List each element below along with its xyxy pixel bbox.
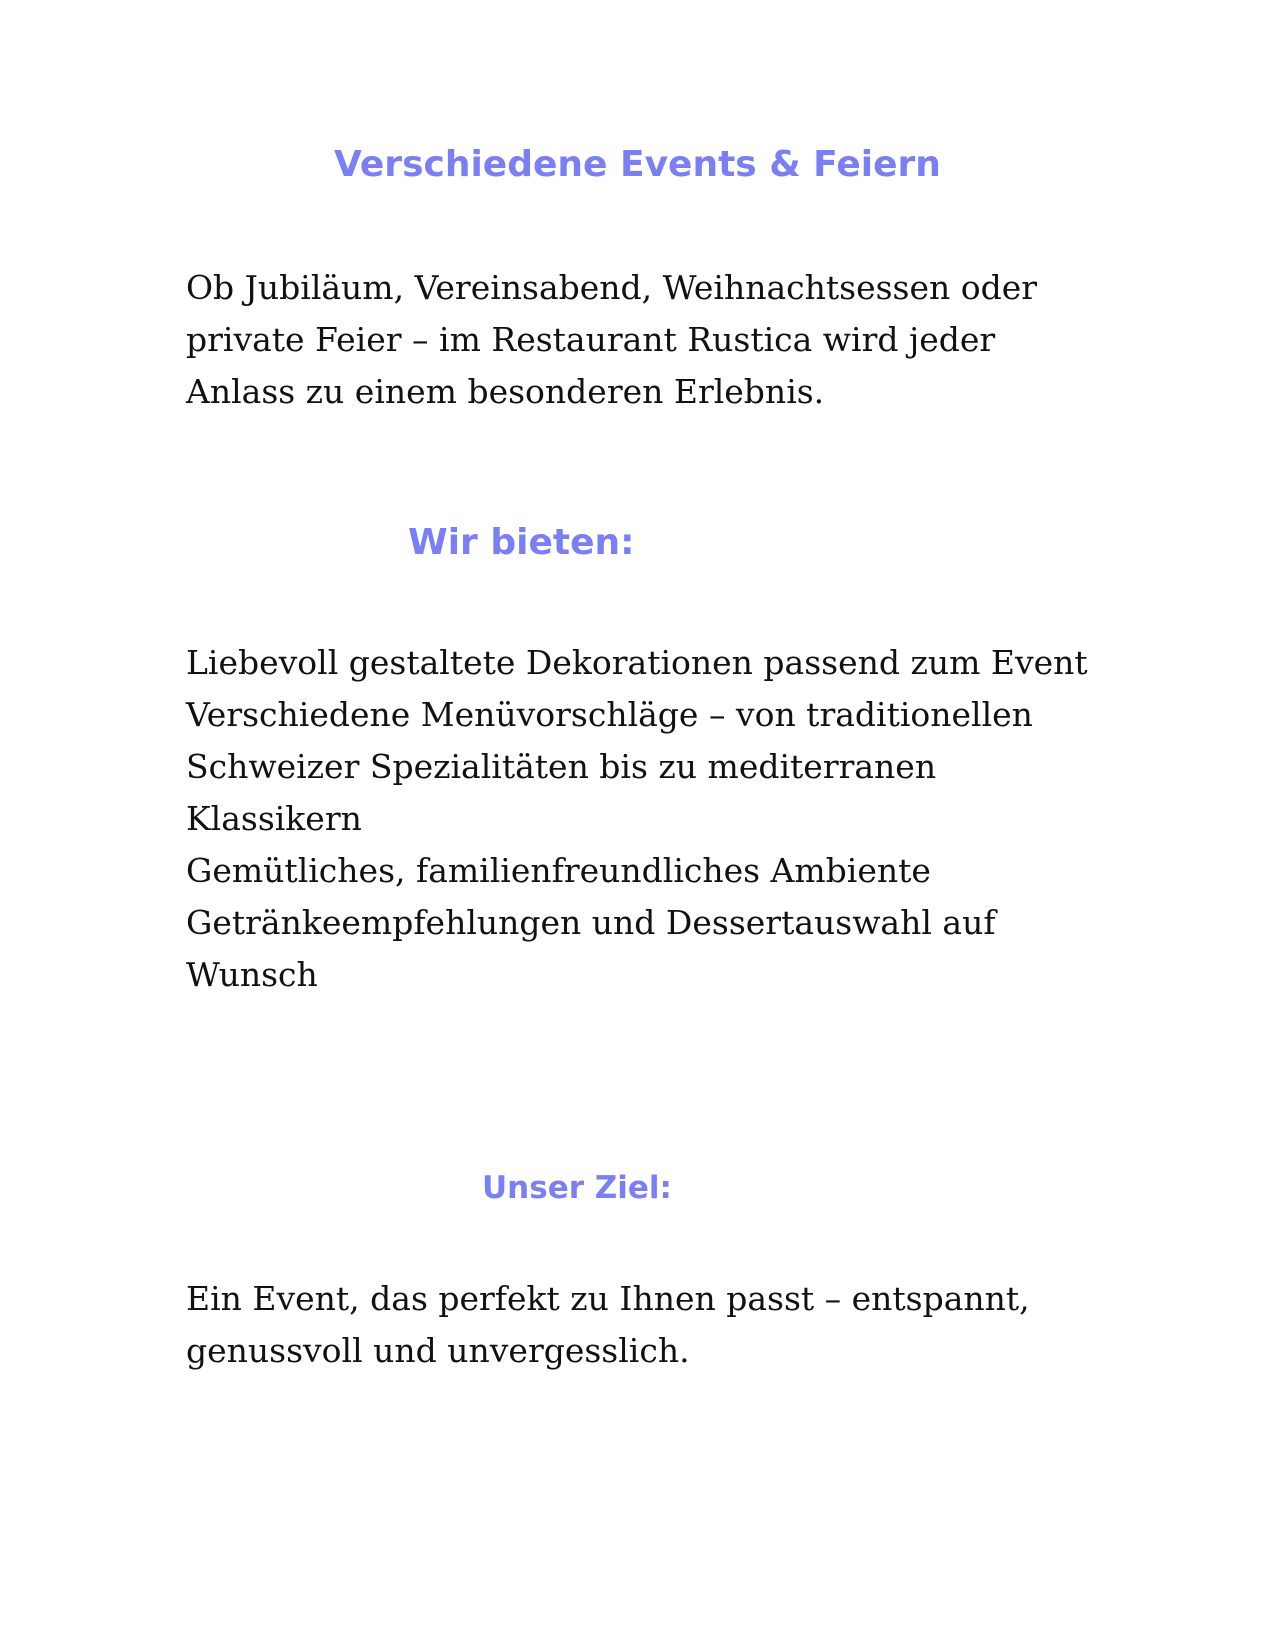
offer-heading: Wir bieten:: [408, 522, 635, 563]
offer-line: Schweizer Spezialitäten bis zu mediterranen: [186, 747, 937, 786]
offer-list: [186, 637, 1088, 1001]
offer-line: Wunsch: [186, 955, 318, 994]
goal-paragraph: [186, 1273, 1030, 1377]
goal-line: genussvoll und unvergesslich.: [186, 1331, 690, 1370]
goal-line: Ein Event, das perfekt zu Ihnen passt – entspannt,: [186, 1279, 1030, 1318]
offer-line: Klassikern: [186, 799, 362, 838]
page-title: Verschiedene Events & Feiern: [334, 144, 941, 185]
intro-line: Ob Jubiläum, Vereinsabend, Weihnachtsessen oder: [186, 268, 1038, 307]
intro-paragraph: [186, 262, 1037, 418]
intro-line: Anlass zu einem besonderen Erlebnis.: [186, 372, 825, 411]
offer-line: Getränkeempfehlungen und Dessertauswahl auf: [186, 903, 996, 942]
offer-line: Gemütliches, familienfreundliches Ambiente: [186, 851, 931, 890]
goal-heading: Unser Ziel:: [482, 1170, 672, 1206]
offer-line: Verschiedene Menüvorschläge – von traditionellen: [186, 695, 1033, 734]
intro-line: private Feier – im Restaurant Rustica wird jeder: [186, 320, 996, 359]
offer-line: Liebevoll gestaltete Dekorationen passend zum Event: [186, 643, 1088, 682]
